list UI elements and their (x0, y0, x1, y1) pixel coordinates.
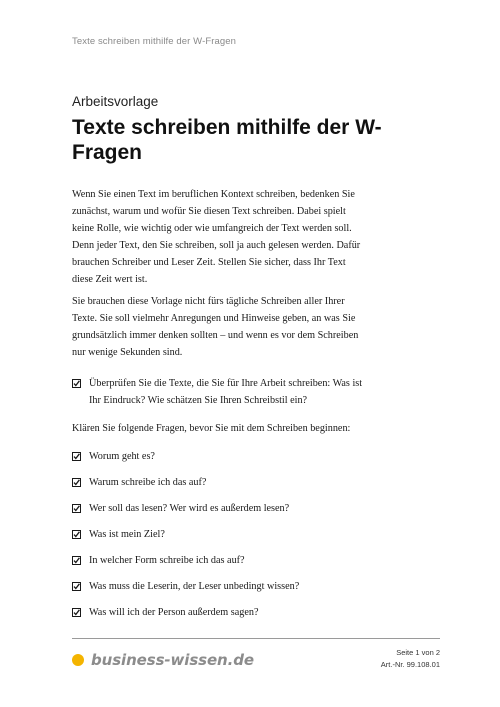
checked-checkbox-icon (72, 556, 81, 565)
checklist-item (72, 375, 368, 409)
footer-meta (381, 647, 440, 671)
footer-divider (72, 638, 440, 639)
checklist-item-text: Worum geht es? (89, 451, 155, 462)
logo-wordmark: business-wissen.de (91, 651, 254, 669)
checklist-item-text: Was muss die Leserin, der Leser unbedingt wissen? (89, 581, 300, 592)
checklist-item (72, 604, 368, 621)
checklist-item (72, 552, 368, 569)
article-number: Art.-Nr. 99.108.01 (380, 660, 440, 669)
running-header: Texte schreiben mithilfe der W-Fragen (72, 36, 237, 47)
checked-checkbox-icon (72, 504, 81, 513)
checklist-item (72, 578, 368, 595)
checklist-item-text: Wer soll das lesen? Wer wird es außerdem lesen? (89, 503, 290, 514)
checked-checkbox-icon (72, 452, 81, 461)
checklist-item (72, 448, 368, 465)
checked-checkbox-icon (72, 478, 81, 487)
document-body (72, 186, 368, 621)
checklist-item (72, 500, 368, 517)
checklist-item-text: Was ist mein Ziel? (89, 529, 165, 540)
checklist-item (72, 474, 368, 491)
w-questions-checklist (72, 448, 368, 621)
checked-checkbox-icon (72, 608, 81, 617)
reflection-checklist (72, 375, 368, 409)
page-info: Seite 1 von 2 (396, 648, 440, 657)
orange-dot-icon (72, 654, 84, 666)
questions-intro: Klären Sie folgende Fragen, bevor Sie mit dem Schreiben beginnen: (72, 423, 351, 434)
checked-checkbox-icon (72, 582, 81, 591)
checklist-item (72, 526, 368, 543)
document-kicker: Arbeitsvorlage (72, 94, 159, 109)
checklist-item-text: Warum schreibe ich das auf? (89, 477, 207, 488)
checked-checkbox-icon (72, 379, 81, 388)
checked-checkbox-icon (72, 530, 81, 539)
document-title: Texte schreiben mithilfe der W-Fragen (72, 116, 382, 164)
checklist-item-text: Was will ich der Person außerdem sagen? (89, 607, 259, 618)
intro-paragraph-1: Wenn Sie einen Text im beruflichen Kontext schreiben, bedenken Sie zunächst, warum und wofür Sie diesen Text schreiben. Dabei spielt keine Rolle, wie wichtig oder wie umfangreich der Text werden soll. Denn jeder Text, den Sie schreiben, soll ja auch gelesen werden. Dafür brauchen Schreiber und Leser Zeit. Stellen Sie sicher, dass Ihr Text diese Zeit wert ist. (72, 189, 361, 285)
business-wissen-logo (72, 651, 254, 669)
checklist-item-text: Überprüfen Sie die Texte, die Sie für Ihre Arbeit schreiben: Was ist Ihr Eindruck? Wie schätzen Sie Ihren Schreibstil ein? (89, 378, 363, 406)
checklist-item-text: In welcher Form schreibe ich das auf? (89, 555, 245, 566)
intro-paragraph-2: Sie brauchen diese Vorlage nicht fürs tägliche Schreiben aller Ihrer Texte. Sie soll vielmehr Anregungen und Hinweise geben, an was Sie grundsätzlich immer denken sollten – und wenn es vor dem Schreiben nur wenige Sekunden sind. (72, 296, 359, 358)
